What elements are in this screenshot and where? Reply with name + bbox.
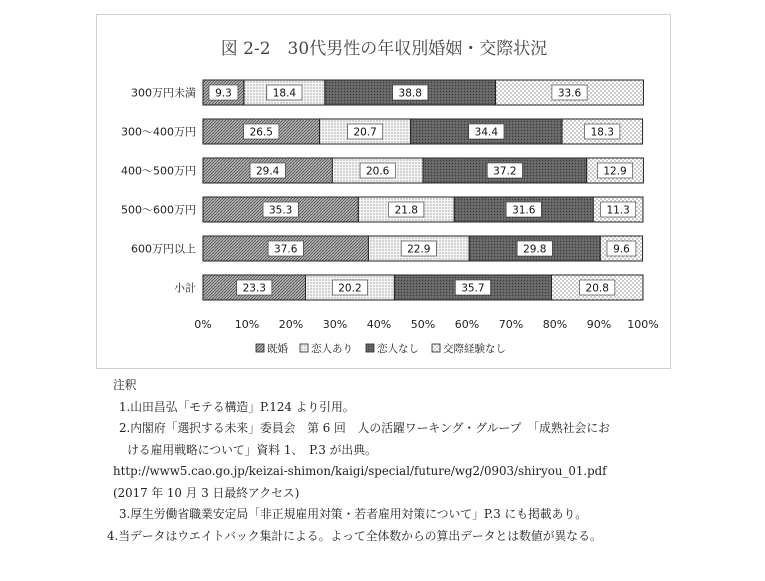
- data-label: 38.8: [398, 87, 422, 100]
- x-tick-label: 80%: [542, 318, 568, 331]
- note-1: 1.山田昌弘「モテる構造」P.124 より引用。: [119, 399, 355, 414]
- x-tick-label: 20%: [278, 318, 304, 331]
- x-tick-label: 30%: [322, 318, 348, 331]
- data-label: 18.3: [590, 126, 614, 139]
- legend-label: 既婚: [267, 343, 288, 355]
- category-label: 300万円未満: [131, 86, 196, 100]
- data-label: 20.6: [365, 165, 390, 178]
- category-label: 600万円以上: [131, 242, 196, 256]
- data-label: 21.8: [394, 204, 418, 217]
- data-label: 26.5: [249, 126, 273, 139]
- data-label: 22.9: [407, 243, 431, 256]
- data-label: 20.7: [353, 126, 377, 139]
- data-label: 11.3: [606, 204, 630, 217]
- data-label: 18.4: [272, 87, 297, 100]
- legend-label: 恋人なし: [377, 343, 419, 355]
- category-label: 400～500万円: [121, 164, 196, 178]
- x-tick-label: 50%: [410, 318, 436, 331]
- data-label: 29.4: [255, 165, 280, 178]
- notes-section: [107, 375, 733, 547]
- x-tick-label: 10%: [234, 318, 260, 331]
- legend-label: 恋人あり: [311, 343, 353, 355]
- stacked-bar-chart: [97, 15, 672, 370]
- note-2b: ける雇用戦略について」資料 1、 P.3 が出典。: [127, 442, 377, 457]
- notes-heading: 注釈: [113, 378, 137, 392]
- category-label: 小計: [174, 281, 196, 295]
- legend-swatch: [256, 344, 264, 352]
- data-label: 34.4: [474, 126, 499, 139]
- note-3: 3.厚生労働省職業安定局「非正規雇用対策・若者雇用対策について」P.3 にも掲載あり。: [119, 507, 588, 521]
- data-label: 9.3: [215, 87, 232, 100]
- data-label: 37.6: [274, 243, 298, 256]
- chart-title: 図 2-2 30代男性の年収別婚姻・交際状況: [220, 39, 548, 59]
- legend-label: 交際経験なし: [443, 343, 506, 355]
- data-label: 9.6: [613, 243, 630, 256]
- data-label: 23.3: [242, 282, 266, 295]
- note-2c-url: http://www5.cao.go.jp/keizai-shimon/kaigi/special/future/wg2/0903/shiryou_01.pdf: [113, 464, 607, 478]
- note-2d: (2017 年 10 月 3 日最終アクセス): [113, 485, 300, 500]
- data-label: 33.6: [557, 87, 582, 100]
- category-label: 500～600万円: [121, 203, 196, 217]
- x-tick-label: 60%: [454, 318, 480, 331]
- data-label: 20.8: [585, 282, 609, 295]
- x-tick-label: 70%: [498, 318, 524, 331]
- legend-swatch: [300, 344, 308, 352]
- legend-swatch: [366, 344, 374, 352]
- x-tick-label: 100%: [627, 318, 659, 331]
- data-label: 20.2: [338, 282, 362, 295]
- x-tick-label: 0%: [194, 318, 212, 331]
- data-label: 37.2: [493, 165, 517, 178]
- chart-frame: [96, 14, 671, 369]
- plot-area: [121, 80, 659, 355]
- legend-swatch: [432, 344, 440, 352]
- data-label: 29.8: [523, 243, 547, 256]
- category-label: 300～400万円: [121, 125, 196, 139]
- note-4: 4.当データはウエイトバック集計による。よって全体数からの算出データとは数値が異なる。: [107, 528, 602, 543]
- data-label: 35.3: [268, 204, 293, 217]
- data-label: 35.7: [461, 282, 485, 295]
- x-tick-label: 90%: [586, 318, 612, 331]
- data-label: 12.9: [603, 165, 627, 178]
- note-2a: 2.内閣府「選択する未来」委員会 第 6 回 人の活躍ワーキング・グループ 「成熟社会にお: [119, 421, 610, 435]
- data-label: 31.6: [512, 204, 536, 217]
- x-tick-label: 40%: [366, 318, 392, 331]
